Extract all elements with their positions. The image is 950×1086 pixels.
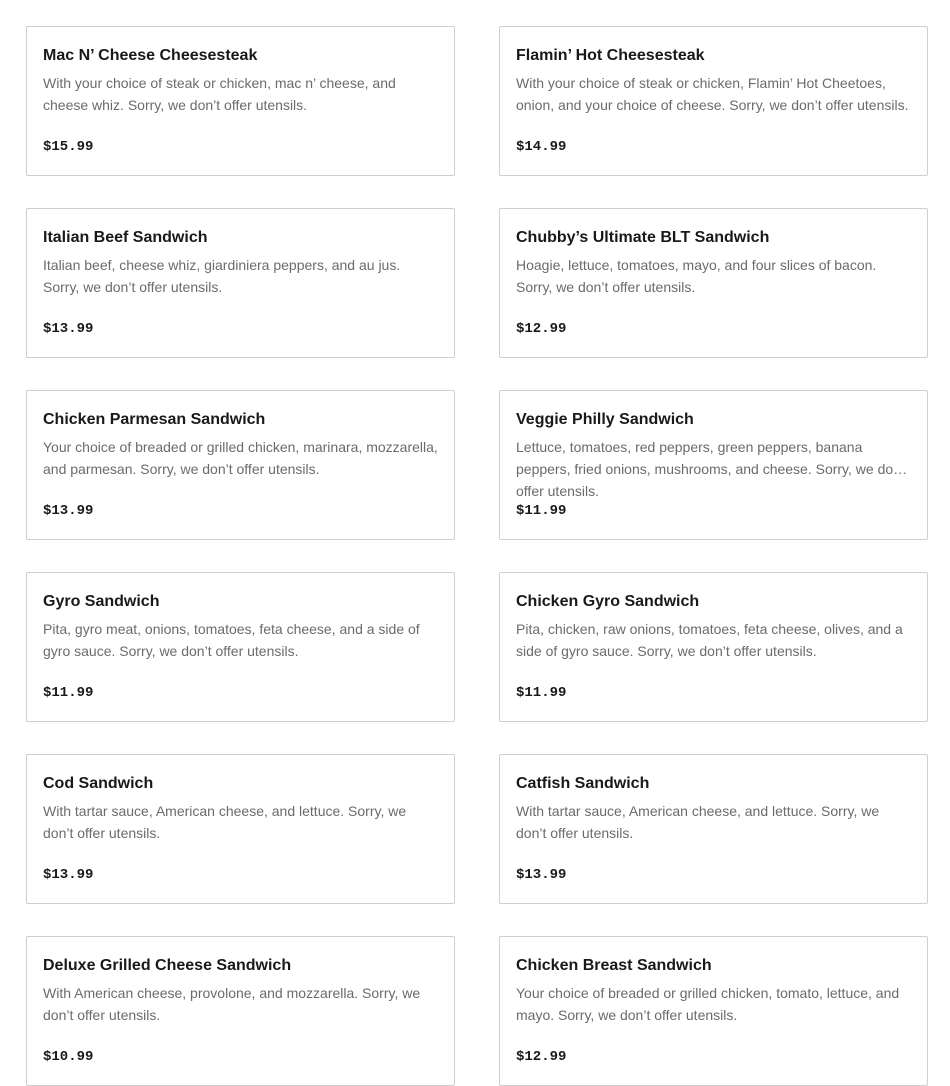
menu-item-name: Catfish Sandwich <box>516 775 650 792</box>
menu-item-name: Cod Sandwich <box>43 775 154 792</box>
menu-item-description: Hoagie, lettuce, tomatoes, mayo, and four slices of bacon. Sorry, we don’t offer utensils. <box>516 257 877 295</box>
menu-item-name: Chubby’s Ultimate BLT Sandwich <box>516 229 770 246</box>
menu-item-name: Chicken Breast Sandwich <box>516 957 712 974</box>
menu-item-description: Italian beef, cheese whiz, giardiniera peppers, and au jus. Sorry, we don’t offer utensils. <box>43 257 401 295</box>
menu-item-card[interactable] <box>26 208 455 358</box>
menu-item-price: $11.99 <box>43 685 94 701</box>
menu-item-card[interactable] <box>26 754 455 904</box>
menu-item-card[interactable] <box>26 936 455 1086</box>
menu-item-description: Pita, chicken, raw onions, tomatoes, feta cheese, olives, and a side of gyro sauce. Sorry, we don’t offer utensils. <box>516 621 903 659</box>
menu-item-name: Mac N’ Cheese Cheesesteak <box>43 47 258 64</box>
menu-item-name: Veggie Philly Sandwich <box>516 411 694 428</box>
menu-item-price: $15.99 <box>43 139 94 155</box>
menu-item-description: Your choice of breaded or grilled chicken, marinara, mozzarella, and parmesan. Sorry, we don’t offer utensils. <box>43 439 438 477</box>
menu-item-card[interactable] <box>499 390 928 540</box>
menu-item-card[interactable] <box>499 26 928 176</box>
menu-item-card[interactable] <box>499 208 928 358</box>
menu-item-name: Gyro Sandwich <box>43 593 160 610</box>
menu-item-description: Your choice of breaded or grilled chicken, tomato, lettuce, and mayo. Sorry, we don’t offer utensils. <box>516 985 900 1023</box>
menu-item-price: $13.99 <box>43 321 94 337</box>
menu-item-name: Flamin’ Hot Cheesesteak <box>516 47 705 64</box>
menu-item-card[interactable] <box>26 572 455 722</box>
menu-item-card[interactable] <box>499 572 928 722</box>
menu-item-price: $13.99 <box>43 503 94 519</box>
menu-item-name: Chicken Parmesan Sandwich <box>43 411 266 428</box>
menu-item-description: With American cheese, provolone, and mozzarella. Sorry, we don’t offer utensils. <box>43 985 421 1023</box>
menu-item-card[interactable] <box>26 26 455 176</box>
menu-item-card[interactable] <box>26 390 455 540</box>
menu-item-name: Italian Beef Sandwich <box>43 229 208 246</box>
menu-item-description: With your choice of steak or chicken, mac n’ cheese, and cheese whiz. Sorry, we don’t offer utensils. <box>43 75 396 113</box>
menu-item-description: Pita, gyro meat, onions, tomatoes, feta cheese, and a side of gyro sauce. Sorry, we don’t offer utensils. <box>43 621 420 659</box>
menu-item-price: $13.99 <box>516 867 567 883</box>
menu-item-price: $10.99 <box>43 1049 94 1065</box>
menu-item-card[interactable] <box>499 936 928 1086</box>
menu-item-name: Chicken Gyro Sandwich <box>516 593 700 610</box>
menu-item-description: With your choice of steak or chicken, Flamin’ Hot Cheetoes, onion, and your choice of cheese. Sorry, we don’t offer utensils. <box>516 75 909 113</box>
menu-item-price: $14.99 <box>516 139 567 155</box>
menu-item-description: With tartar sauce, American cheese, and lettuce. Sorry, we don’t offer utensils. <box>516 803 880 841</box>
menu-item-price: $13.99 <box>43 867 94 883</box>
menu-item-card[interactable] <box>499 754 928 904</box>
menu-item-description: With tartar sauce, American cheese, and lettuce. Sorry, we don’t offer utensils. <box>43 803 407 841</box>
menu-item-name: Deluxe Grilled Cheese Sandwich <box>43 957 292 974</box>
menu-item-price: $12.99 <box>516 1049 567 1065</box>
menu-item-price: $11.99 <box>516 685 567 701</box>
menu-item-price: $12.99 <box>516 321 567 337</box>
menu-item-description: Lettuce, tomatoes, red peppers, green peppers, banana peppers, fried onions, mushrooms, and cheese. Sorry, we don’t offer utensils. <box>516 439 908 499</box>
menu-item-price: $11.99 <box>516 503 567 519</box>
menu-item-grid <box>26 26 928 1086</box>
